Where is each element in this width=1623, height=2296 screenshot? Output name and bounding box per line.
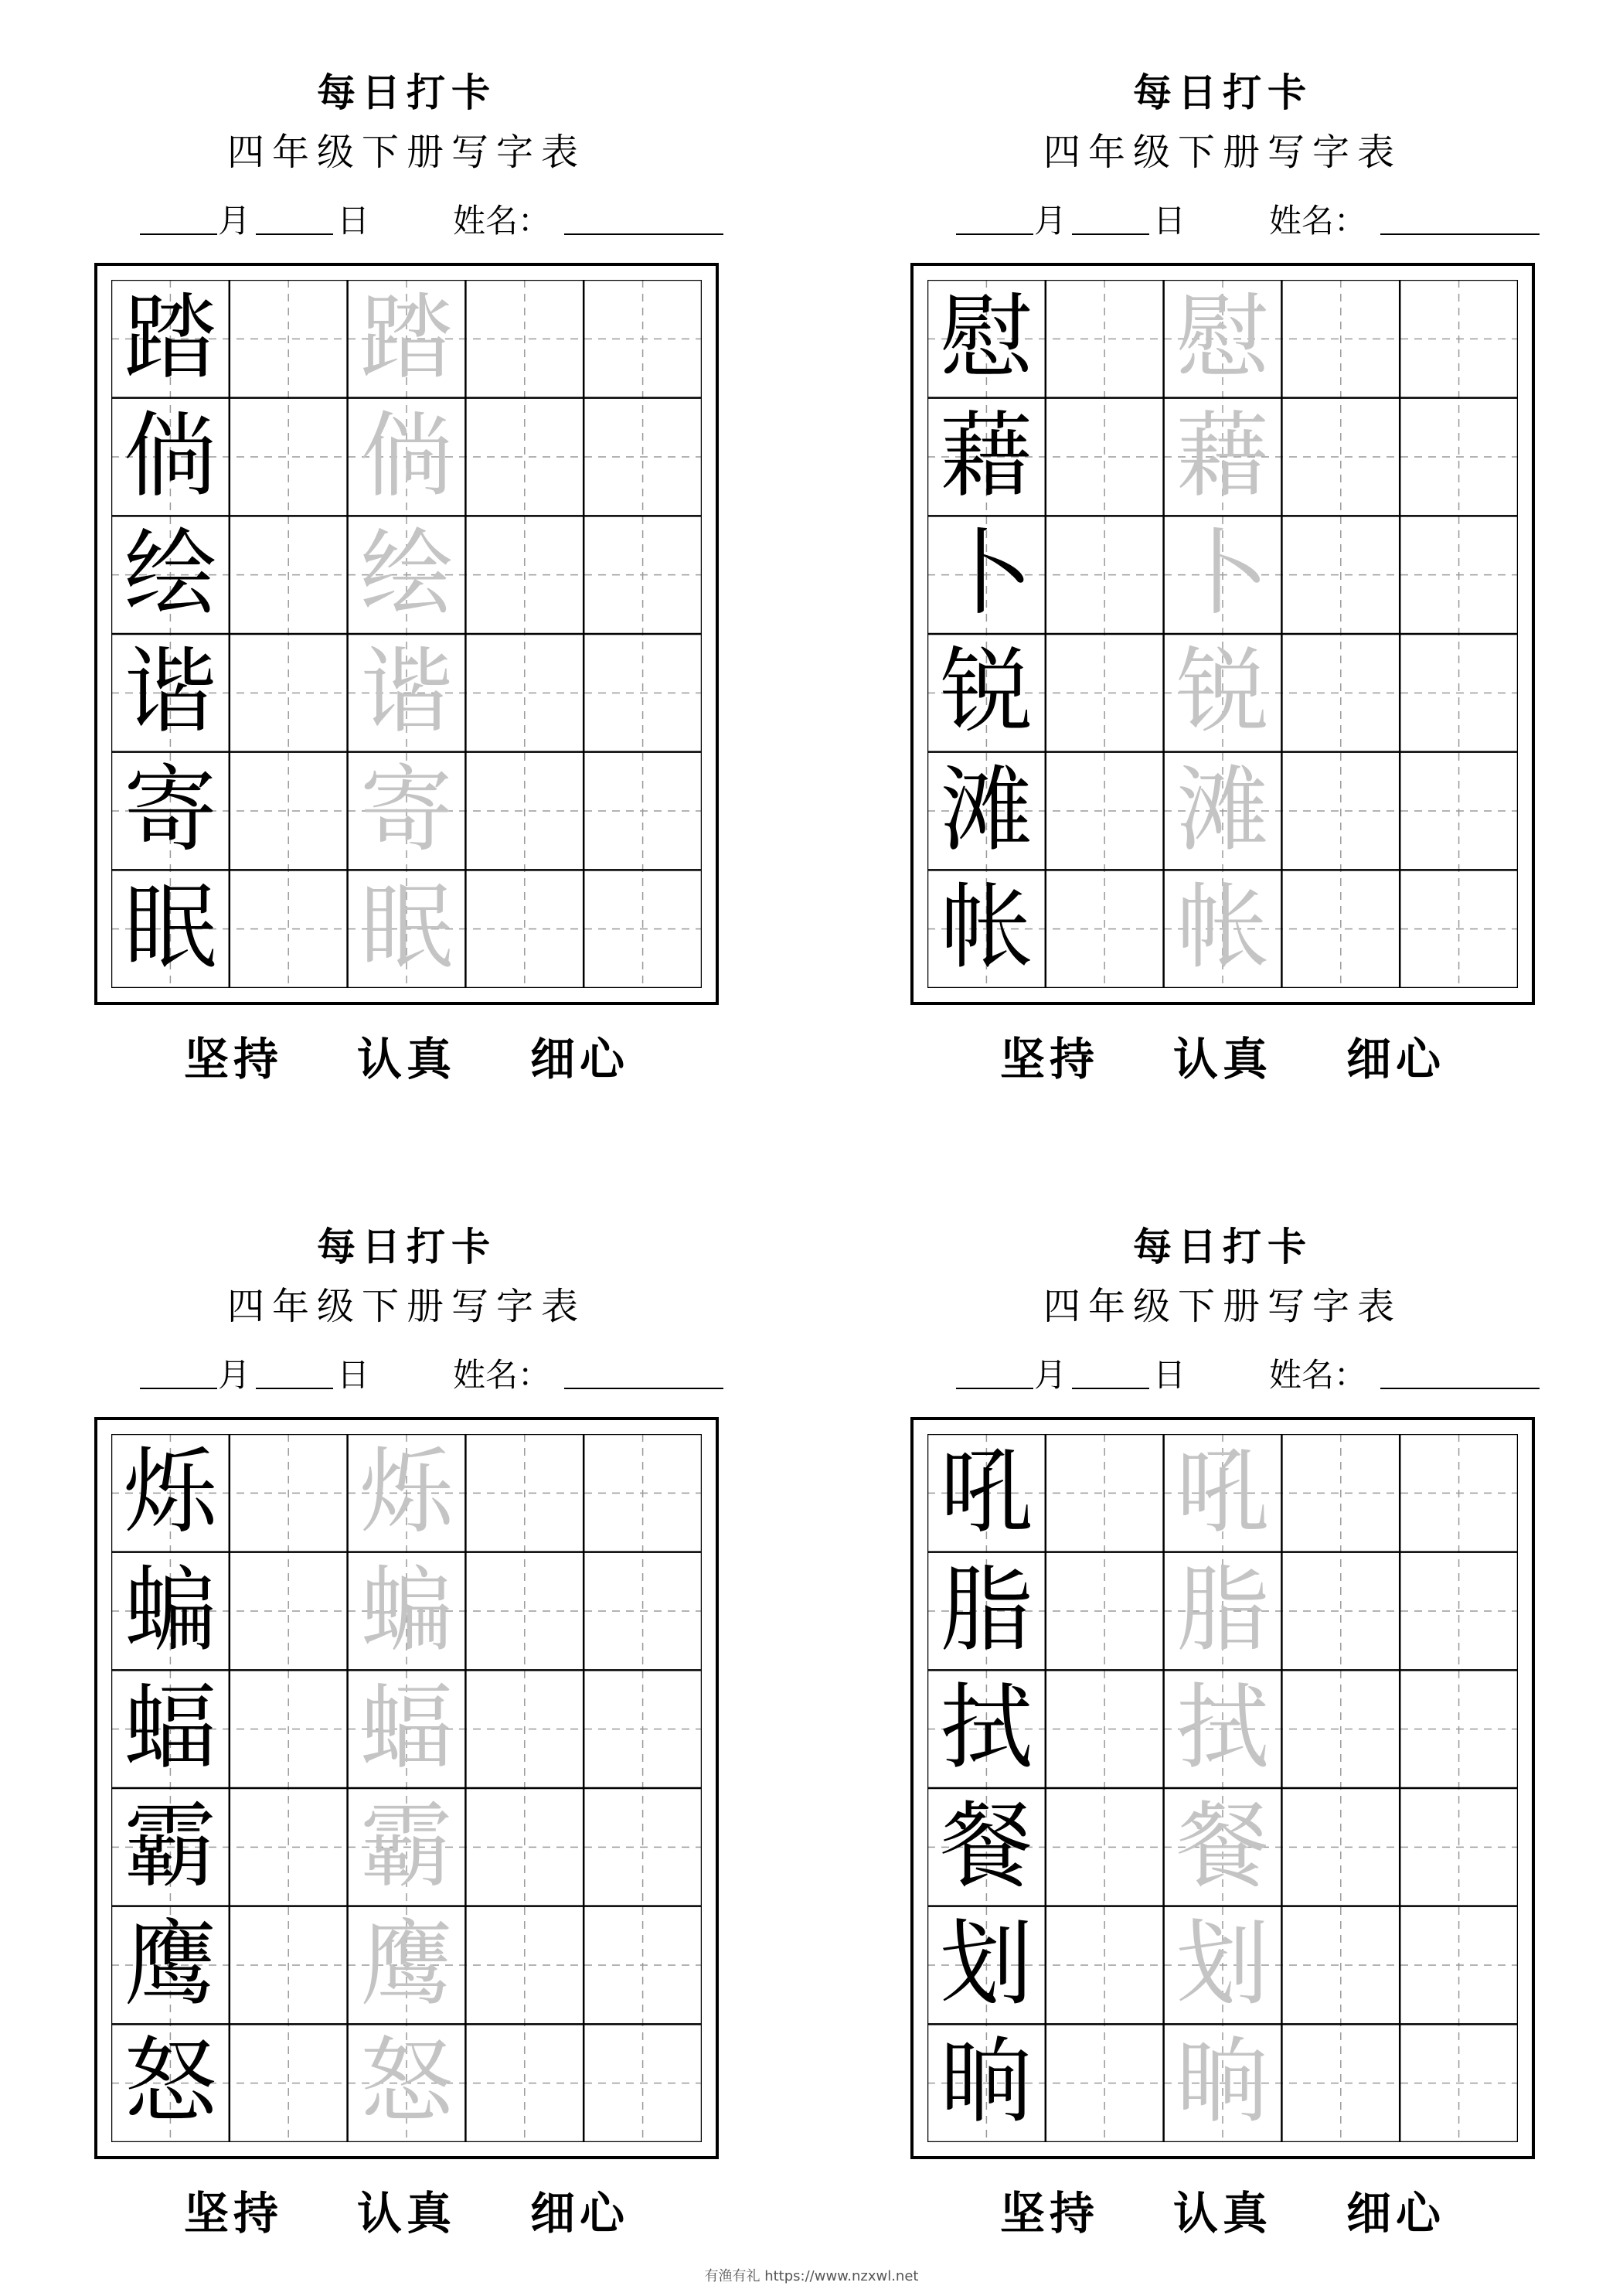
motto-word: 细心 xyxy=(530,1033,630,1085)
month-blank[interactable] xyxy=(140,1388,217,1389)
grid-row xyxy=(927,752,1518,870)
trace-character: 霸 xyxy=(359,1793,453,1900)
motto-line xyxy=(859,2182,1586,2244)
trace-character: 蝠 xyxy=(359,1674,453,1783)
grid-row xyxy=(111,752,702,870)
month-label: 月 xyxy=(1034,202,1067,240)
trace-character: 谐 xyxy=(359,639,453,746)
grid-row xyxy=(927,398,1518,516)
card-subtitle: 四年级下册写字表 xyxy=(1043,131,1402,174)
motto-word: 认真 xyxy=(356,1033,456,1085)
name-label: 姓名： xyxy=(453,1356,551,1394)
name-blank[interactable] xyxy=(564,233,723,235)
day-label: 日 xyxy=(1153,202,1186,240)
model-character: 蝙 xyxy=(124,1556,217,1664)
trace-character: 晌 xyxy=(1176,2029,1269,2137)
day-blank[interactable] xyxy=(1072,1388,1149,1389)
practice-card xyxy=(43,62,770,1113)
card-subtitle: 四年级下册写字表 xyxy=(226,1285,586,1328)
trace-character: 拭 xyxy=(1176,1674,1269,1783)
name-blank[interactable] xyxy=(1380,1388,1540,1389)
date-name-line xyxy=(43,1354,770,1400)
model-character: 吼 xyxy=(940,1439,1033,1546)
model-character: 脂 xyxy=(940,1556,1033,1664)
model-character: 晌 xyxy=(940,2029,1033,2137)
model-character: 拭 xyxy=(940,1674,1033,1783)
trace-character: 锐 xyxy=(1176,639,1269,746)
trace-character: 绘 xyxy=(359,520,453,629)
writing-grid xyxy=(927,1434,1518,2142)
grid-row xyxy=(927,1434,1518,1552)
model-character: 眠 xyxy=(124,874,217,983)
card-subtitle: 四年级下册写字表 xyxy=(226,131,586,174)
day-blank[interactable] xyxy=(256,233,333,235)
grid-row xyxy=(927,1788,1518,1906)
motto-word: 坚持 xyxy=(999,2187,1099,2240)
trace-character: 怒 xyxy=(359,2029,453,2137)
motto-word: 细心 xyxy=(1346,1033,1446,1085)
date-name-line xyxy=(43,199,770,246)
grid-rows xyxy=(927,280,1518,988)
model-character: 帐 xyxy=(940,874,1033,983)
trace-character: 滩 xyxy=(1176,756,1269,864)
motto-line xyxy=(43,2182,770,2244)
grid-rows xyxy=(111,1434,702,2142)
day-label: 日 xyxy=(1153,1356,1186,1394)
model-character: 藉 xyxy=(940,402,1033,510)
model-character: 寄 xyxy=(124,756,217,864)
motto-word: 坚持 xyxy=(999,1033,1099,1085)
grid-row xyxy=(111,1434,702,1552)
writing-grid-frame xyxy=(94,1417,719,2159)
trace-character: 餐 xyxy=(1176,1793,1269,1900)
motto-line xyxy=(859,1028,1586,1090)
motto-word: 细心 xyxy=(530,2187,630,2240)
model-character: 餐 xyxy=(940,1793,1033,1900)
trace-character: 脂 xyxy=(1176,1556,1269,1664)
grid-row xyxy=(111,398,702,516)
trace-character: 划 xyxy=(1176,1910,1269,2018)
month-blank[interactable] xyxy=(140,233,217,235)
trace-character: 藉 xyxy=(1176,402,1269,510)
grid-row xyxy=(111,516,702,634)
day-label: 日 xyxy=(337,202,370,240)
trace-character: 卜 xyxy=(1176,520,1269,629)
grid-row xyxy=(111,1788,702,1906)
practice-card xyxy=(859,62,1586,1113)
motto-word: 认真 xyxy=(356,2187,456,2240)
card-title: 每日打卡 xyxy=(1133,70,1312,115)
grid-row xyxy=(111,280,702,398)
writing-grid-frame xyxy=(94,263,719,1005)
trace-character: 烁 xyxy=(359,1439,453,1546)
grid-row xyxy=(111,2024,702,2142)
model-character: 霸 xyxy=(124,1793,217,1900)
trace-character: 吼 xyxy=(1176,1439,1269,1546)
grid-row xyxy=(927,516,1518,634)
grid-row xyxy=(927,870,1518,988)
motto-word: 细心 xyxy=(1346,2187,1446,2240)
motto-word: 坚持 xyxy=(183,2187,283,2240)
model-character: 卜 xyxy=(940,520,1033,629)
grid-row xyxy=(111,870,702,988)
day-blank[interactable] xyxy=(1072,233,1149,235)
grid-row xyxy=(927,1906,1518,2025)
grid-row xyxy=(111,1552,702,1671)
date-name-line xyxy=(859,1354,1586,1400)
month-label: 月 xyxy=(1034,1356,1067,1394)
trace-character: 倘 xyxy=(359,402,453,510)
model-character: 怒 xyxy=(124,2029,217,2137)
name-label: 姓名： xyxy=(453,202,551,240)
month-label: 月 xyxy=(218,1356,251,1394)
day-label: 日 xyxy=(337,1356,370,1394)
model-character: 踏 xyxy=(124,284,217,392)
card-title: 每日打卡 xyxy=(317,1224,496,1269)
name-blank[interactable] xyxy=(564,1388,723,1389)
motto-word: 认真 xyxy=(1172,1033,1272,1085)
grid-row xyxy=(111,1670,702,1788)
practice-card xyxy=(43,1216,770,2267)
model-character: 锐 xyxy=(940,639,1033,746)
grid-row xyxy=(927,1552,1518,1671)
card-title: 每日打卡 xyxy=(1133,1224,1312,1269)
trace-character: 帐 xyxy=(1176,874,1269,983)
writing-grid xyxy=(927,280,1518,988)
model-character: 倘 xyxy=(124,402,217,510)
grid-row xyxy=(927,280,1518,398)
trace-character: 慰 xyxy=(1176,284,1269,392)
trace-character: 眠 xyxy=(359,874,453,983)
model-character: 谐 xyxy=(124,639,217,746)
month-blank[interactable] xyxy=(956,1388,1033,1389)
grid-row xyxy=(111,1906,702,2025)
grid-row xyxy=(927,2024,1518,2142)
model-character: 蝠 xyxy=(124,1674,217,1783)
trace-character: 寄 xyxy=(359,756,453,864)
trace-character: 踏 xyxy=(359,284,453,392)
date-name-line xyxy=(859,199,1586,246)
practice-card xyxy=(859,1216,1586,2267)
model-character: 烁 xyxy=(124,1439,217,1546)
model-character: 划 xyxy=(940,1910,1033,2018)
model-character: 滩 xyxy=(940,756,1033,864)
trace-character: 鹰 xyxy=(359,1910,453,2018)
card-subtitle: 四年级下册写字表 xyxy=(1043,1285,1402,1328)
name-label: 姓名： xyxy=(1269,202,1367,240)
month-blank[interactable] xyxy=(956,233,1033,235)
motto-line xyxy=(43,1028,770,1090)
name-label: 姓名： xyxy=(1269,1356,1367,1394)
writing-grid-frame xyxy=(910,1417,1535,2159)
grid-row xyxy=(927,1670,1518,1788)
model-character: 绘 xyxy=(124,520,217,629)
writing-grid xyxy=(111,280,702,988)
month-label: 月 xyxy=(218,202,251,240)
writing-grid-frame xyxy=(910,263,1535,1005)
grid-row xyxy=(111,634,702,752)
grid-row xyxy=(927,634,1518,752)
grid-rows xyxy=(927,1434,1518,2142)
footer-watermark: 有渔有礼 https://www.nzxwl.net xyxy=(704,2268,919,2284)
writing-grid xyxy=(111,1434,702,2142)
name-blank[interactable] xyxy=(1380,233,1540,235)
day-blank[interactable] xyxy=(256,1388,333,1389)
motto-word: 认真 xyxy=(1172,2187,1272,2240)
card-title: 每日打卡 xyxy=(317,70,496,115)
motto-word: 坚持 xyxy=(183,1033,283,1085)
model-character: 慰 xyxy=(940,284,1033,392)
grid-rows xyxy=(111,280,702,988)
trace-character: 蝙 xyxy=(359,1556,453,1664)
model-character: 鹰 xyxy=(124,1910,217,2018)
